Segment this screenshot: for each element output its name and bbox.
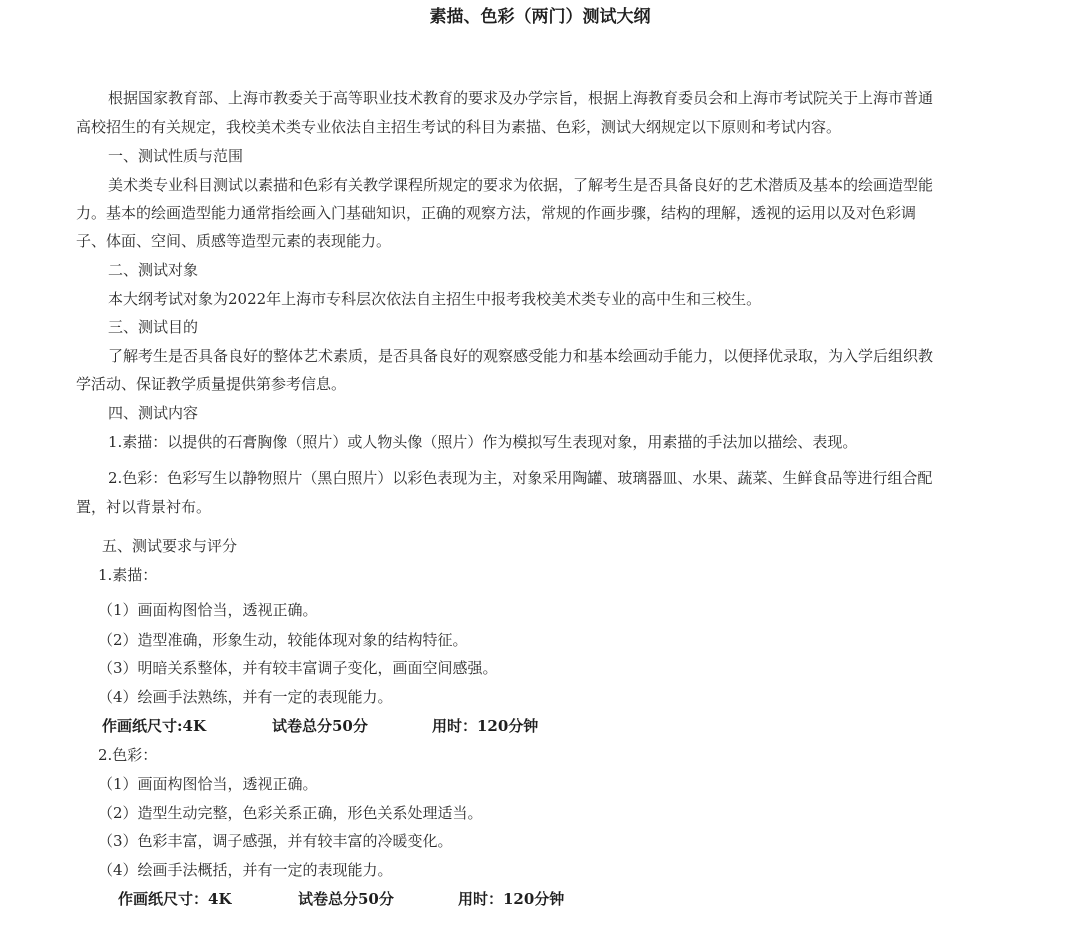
sketch-label: 1.素描： xyxy=(98,566,158,584)
section4-item-color-line-2: 置，衬以背景衬布。 xyxy=(76,498,212,516)
section2-line-1: 本大纲考试对象为2022年上海市专科层次依法自主招生中报考我校美术类专业的高中生和三校生。 xyxy=(108,290,762,308)
sketch-criterion-2: （2）造型准确，形象生动，较能体现对象的结构特征。 xyxy=(98,631,468,649)
color-duration: 用时：120分钟 xyxy=(458,890,565,908)
section2-heading: 二、测试对象 xyxy=(108,261,199,279)
color-criterion-4: （4）绘画手法概括，并有一定的表现能力。 xyxy=(98,861,393,879)
color-total-score: 试卷总分50分 xyxy=(298,890,394,908)
color-criterion-2: （2）造型生动完整，色彩关系正确，形色关系处理适当。 xyxy=(98,804,483,822)
sketch-criterion-4: （4）绘画手法熟练，并有一定的表现能力。 xyxy=(98,688,393,706)
intro-line-2: 高校招生的有关规定，我校美术类专业依法自主招生考试的科目为素描、色彩，测试大纲规定以下原则和考试内容。 xyxy=(76,118,842,136)
sketch-paper-size: 作画纸尺寸:4K xyxy=(102,717,207,735)
color-criterion-3: （3）色彩丰富，调子感强，并有较丰富的冷暖变化。 xyxy=(98,832,453,850)
section1-heading: 一、测试性质与范围 xyxy=(108,147,244,165)
sketch-criterion-1: （1）画面构图恰当，透视正确。 xyxy=(98,601,318,619)
color-paper-size: 作画纸尺寸：4K xyxy=(118,890,232,908)
color-criterion-1: （1）画面构图恰当，透视正确。 xyxy=(98,775,318,793)
intro-line-1: 根据国家教育部、上海市教委关于高等职业技术教育的要求及办学宗旨，根据上海教育委员会和上海市考试院关于上海市普通 xyxy=(108,89,934,107)
section3-line-1: 了解考生是否具备良好的整体艺术素质，是否具备良好的观察感受能力和基本绘画动手能力，以便择优录取，为入学后组织教 xyxy=(108,347,934,365)
sketch-criterion-3: （3）明暗关系整体，并有较丰富调子变化，画面空间感强。 xyxy=(98,659,498,677)
section4-item-sketch: 1.素描：以提供的石膏胸像（照片）或人物头像（照片）作为模拟写生表现对象，用素描的手法加以描绘、表现。 xyxy=(108,433,858,451)
section5-heading: 五、测试要求与评分 xyxy=(102,537,238,555)
section1-line-1: 美术类专业科目测试以素描和色彩有关教学课程所规定的要求为依据，了解考生是否具备良好的艺术潜质及基本的绘画造型能 xyxy=(108,176,934,194)
section3-line-2: 学活动、保证教学质量提供第参考信息。 xyxy=(76,375,347,393)
sketch-total-score: 试卷总分50分 xyxy=(272,717,368,735)
color-label: 2.色彩： xyxy=(98,746,158,764)
page-title: 素描、色彩（两门）测试大纲 xyxy=(429,7,651,27)
sketch-duration: 用时：120分钟 xyxy=(432,717,539,735)
section4-item-color-line-1: 2.色彩：色彩写生以静物照片（黑白照片）以彩色表现为主，对象采用陶罐、玻璃器皿、水果、蔬菜、生鲜食品等进行组合配 xyxy=(108,469,933,487)
section4-heading: 四、测试内容 xyxy=(108,404,199,422)
section1-line-3: 子、体面、空间、质感等造型元素的表现能力。 xyxy=(76,232,392,250)
section3-heading: 三、测试目的 xyxy=(108,318,199,336)
section1-line-2: 力。基本的绘画造型能力通常指绘画入门基础知识，正确的观察方法，常规的作画步骤，结构的理解，透视的运用以及对色彩调 xyxy=(76,204,917,222)
